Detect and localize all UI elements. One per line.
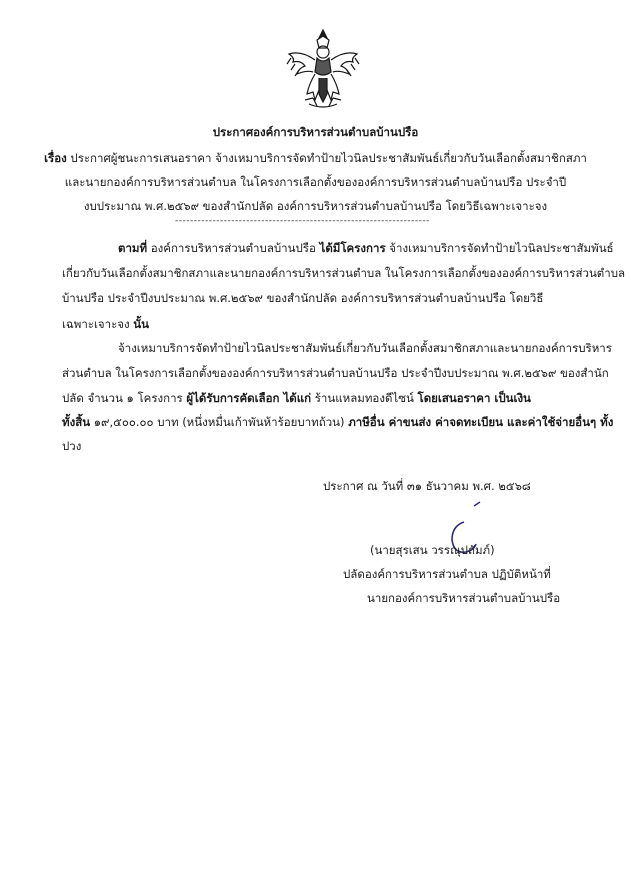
p2-line4-c: ภาษีอื่น ค่าขนส่ง ค่าจดทะเบียน และค่าใช้จ่ายอื่นๆ ทั้ง: [348, 415, 614, 429]
subject-label: เรื่อง: [44, 151, 67, 165]
garuda-emblem-icon: [283, 28, 363, 112]
paragraph-1-line-2: เกี่ยวกับวันเลือกตั้งสมาชิกสภาและนายกองค์การบริหารส่วนตำบล ในโครงการเลือกตั้งขององค์การบริหารส่วนตำบล: [62, 266, 626, 280]
paragraph-1-line-1: [118, 240, 614, 256]
paragraph-2-line-5: ปวง: [62, 439, 82, 453]
p1-text-b: ได้มีโครงการ: [319, 241, 386, 255]
paragraph-2-line-3: [62, 390, 531, 406]
paragraph-2-line-4: [62, 414, 613, 430]
paragraph-1-line-3: บ้านปรือ ประจำปีงบประมาณ พ.ศ.๒๕๖๙ ของสำนักปลัด องค์การบริหารส่วนตำบลบ้านปรือ โดยวิธี: [62, 291, 544, 305]
paragraph-1-line-4: [62, 316, 149, 332]
signer-position-1: ปลัดองค์การบริหารส่วนตำบล ปฏิบัติหน้าที่: [343, 567, 551, 581]
p2-line3-c: ร้านแหลมทองดีไซน์: [311, 391, 418, 405]
paragraph-2-line-2: ส่วนตำบล ในโครงการเลือกตั้งขององค์การบริหารส่วนตำบลบ้านปรือ ประจำปีงบประมาณ พ.ศ.๒๕๖๙ ของสำนัก: [62, 366, 609, 380]
subject-text-1: ประกาศผู้ชนะการเสนอราคา จ้างเหมาบริการจัดทำป้ายไวนิลประชาสัมพันธ์เกี่ยวกับวันเลือกตั้งสมาชิกสภา: [70, 151, 587, 165]
subject-line-3: งบประมาณ พ.ศ.๒๕๖๙ ของสำนักปลัด องค์การบริหารส่วนตำบลบ้านปรือ โดยวิธีเฉพาะเจาะจง: [83, 199, 548, 213]
subject-line-2: และนายกองค์การบริหารส่วนตำบล ในโครงการเลือกตั้งขององค์การบริหารส่วนตำบลบ้านปรือ ประจำปี: [64, 175, 567, 189]
signer-position-2: นายกองค์การบริหารส่วนตำบลบ้านปรือ: [367, 591, 561, 605]
p2-line3-d: โดยเสนอราคา เป็นเงิน: [417, 391, 531, 405]
p2-line4-a: ทั้งสิ้น: [62, 415, 91, 429]
p2-line3-a: ปลัด จำนวน ๑ โครงการ: [62, 391, 187, 405]
p2-line3-b: ผู้ได้รับการคัดเลือก ได้แก่: [186, 391, 312, 405]
p1-text-a: องค์การบริหารส่วนตำบลบ้านปรือ: [147, 241, 320, 255]
signer-name: (นายสุรเสน วรรณุปถัมภ์): [370, 543, 495, 557]
subject-line-1: [0, 150, 631, 166]
p2-line4-b: ๑๙,๕๐๐.๐๐ บาท (หนึ่งหมื่นเก้าพันห้าร้อยบาทถ้วน): [90, 415, 349, 429]
p1-line4-a: เฉพาะเจาะจง: [62, 317, 134, 331]
announcement-date: ประกาศ ณ วันที่ ๓๑ ธันวาคม พ.ศ. ๒๕๖๘: [323, 479, 531, 493]
document-title: ประกาศองค์การบริหารส่วนตำบลบ้านปรือ: [212, 125, 419, 139]
paragraph-2-line-1: จ้างเหมาบริการจัดทำป้ายไวนิลประชาสัมพันธ์เกี่ยวกับวันเลือกตั้งสมาชิกสภาและนายกองค์การบริหาร: [118, 341, 612, 355]
p1-lead: ตามที่: [118, 241, 148, 255]
p1-line4-b: นั้น: [133, 317, 150, 331]
divider: --------------------------------------------------------------------: [175, 216, 430, 226]
p1-text-c: จ้างเหมาบริการจัดทำป้ายไวนิลประชาสัมพันธ์: [385, 241, 614, 255]
